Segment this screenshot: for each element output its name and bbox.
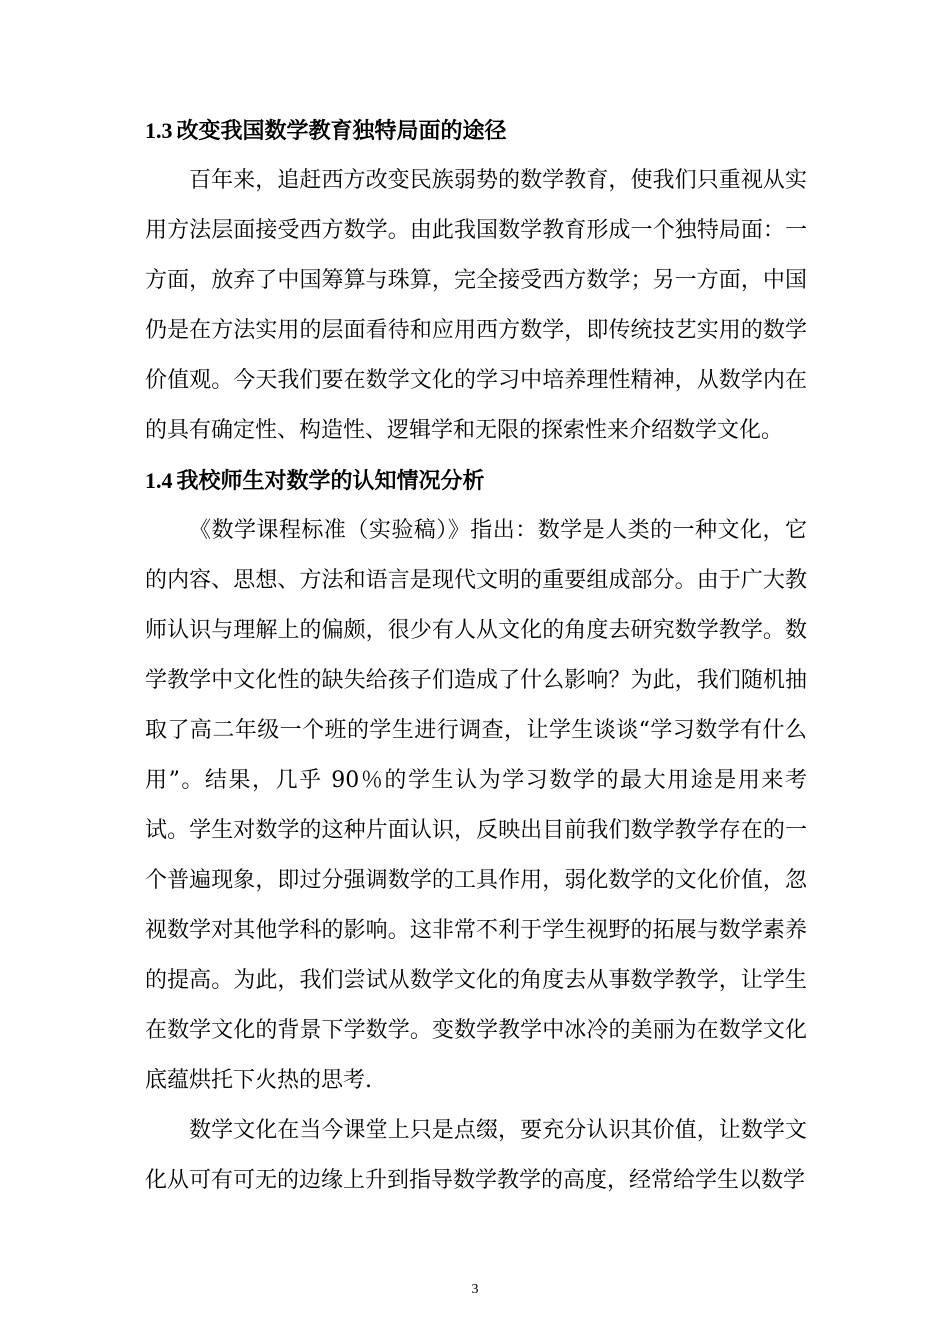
paragraph: 百年来，追赶西方改变民族弱势的数学教育，使我们只重视从实用方法层面接受西方数学。由此我国数学教育形成一个独特局面：一方面，放弃了中国筹算与珠算，完全接受西方数学；另一方面，中国仍是在方法实用的层面看待和应用西方数学，即传统技艺实用的数学价值观。今天我们要在数学文化的学习中培养理性精神，从数学内在的具有确定性、构造性、逻辑学和无限的探索性来介绍数学文化。 [145, 168, 807, 443]
section-number: 1.4 [145, 468, 173, 493]
section-title: 改变我国数学教育独特局面的途径 [176, 118, 507, 144]
paragraph: 《数学课程标准（实验稿）》指出：数学是人类的一种文化，它的内容、思想、方法和语言是现代文明的重要组成部分。由于广大教师认识与理解上的偏颇，很少有人从文化的角度去研究数学教学。数学教学中文化性的缺失给孩子们造成了什么影响？为此，我们随机抽取了高二年级一个班的学生进行调查，让学生谈谈“学习数学有什么用”。结果，几乎 90％的学生认为学习数学的最大用途是用来考试。学生对数学的这种片面认识，反映出目前我们数学教学存在的一个普遍现象，即过分强调数学的工具作用，弱化数学的文化价值，忽视数学对其他学科的影响。这非常不利于学生视野的拓展与数学素养的提高。为此，我们尝试从数学文化的角度去从事数学教学，让学生在数学文化的背景下学数学。变数学教学中冰冷的美丽为在数学文化底蕴烘托下火热的思考. [145, 518, 807, 1093]
section-heading-1-3 [145, 106, 807, 156]
page-number: 3 [471, 1282, 479, 1297]
paragraph: 数学文化在当今课堂上只是点缀，要充分认识其价值，让数学文化从可有可无的边缘上升到指导数学教学的高度，经常给学生以数学 [145, 1118, 807, 1193]
section-heading-1-4 [145, 456, 807, 506]
section-title: 我校师生对数学的认知情况分析 [176, 468, 485, 494]
section-number: 1.3 [145, 118, 173, 143]
document-page [145, 106, 807, 1206]
